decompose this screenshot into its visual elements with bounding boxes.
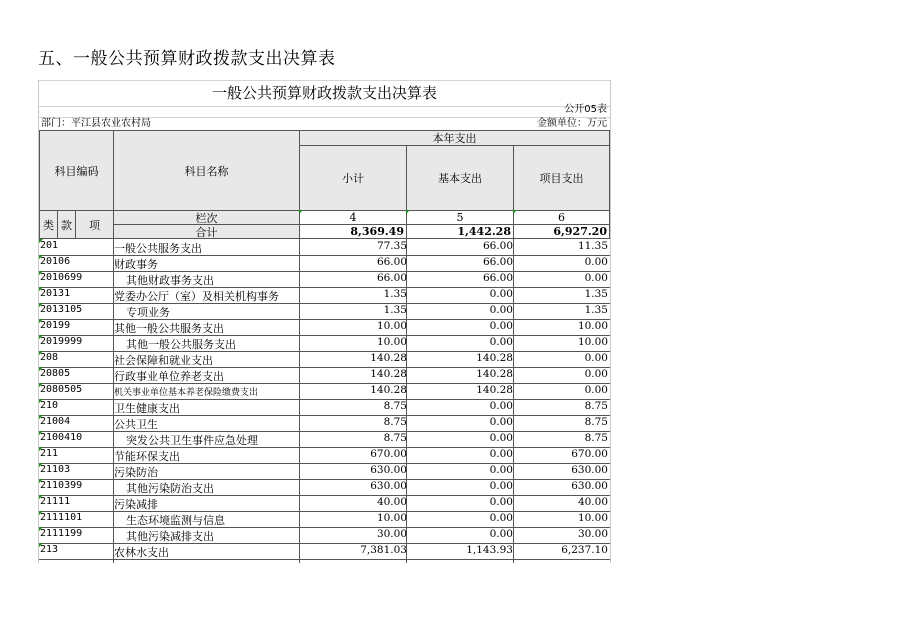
row-subtotal: 10.00: [376, 512, 407, 524]
total-basic: 1,442.28: [406, 224, 514, 239]
row-code: 2080505: [40, 384, 83, 395]
row-basic: 0.00: [489, 528, 513, 540]
row-project: 8.75: [584, 400, 608, 412]
row-code: 21111: [40, 496, 71, 507]
row-code: 20199: [40, 320, 71, 331]
row-subtotal: 670.00: [370, 448, 407, 460]
table-row: [39, 335, 610, 352]
row-basic: 0.00: [489, 400, 513, 412]
row-project: 630.00: [571, 480, 608, 492]
row-name: 一般公共服务支出: [114, 242, 202, 255]
row-basic: 66.00: [482, 272, 513, 284]
header-subtotal: 小计: [299, 145, 407, 211]
table-row: [39, 255, 610, 272]
row-code: 21004: [40, 416, 71, 427]
row-name: 机关事业单位基本养老保险缴费支出: [114, 388, 259, 398]
row-project: 30.00: [577, 528, 608, 540]
total-project: 6,927.20: [513, 224, 610, 239]
row-name: 其他一般公共服务支出: [126, 338, 236, 351]
row-name: 污染减排: [114, 498, 158, 511]
row-basic: 0.00: [489, 496, 513, 508]
col-number-6: 6: [513, 210, 610, 225]
table-row: [39, 351, 610, 368]
header-kuan: 款: [57, 210, 76, 239]
table-row: [39, 511, 610, 528]
table-row: [39, 527, 610, 544]
row-name: 党委办公厅（室）及相关机构事务: [114, 290, 279, 303]
table-row: [39, 447, 610, 464]
row-project: 6,237.10: [561, 544, 608, 556]
form-number: 公开05表: [564, 104, 607, 115]
row-code: 2013105: [40, 304, 83, 315]
row-name: 专项业务: [126, 306, 170, 319]
table-row: [39, 287, 610, 304]
row-subtotal: 8.75: [383, 432, 407, 444]
row-code: 2019999: [40, 336, 83, 347]
row-subtotal: 140.28: [370, 368, 407, 380]
row-project: 1.35: [584, 304, 608, 316]
header-project: 项目支出: [513, 145, 610, 211]
header-lanci: 栏次: [113, 210, 300, 225]
row-name: 卫生健康支出: [114, 402, 180, 415]
row-name: 节能环保支出: [114, 450, 180, 463]
row-name: 农林水支出: [114, 546, 169, 559]
row-subtotal: 7,381.03: [360, 544, 407, 556]
row-name: 其他财政事务支出: [126, 274, 214, 287]
row-project: 0.00: [584, 384, 608, 396]
total-subtotal: 8,369.49: [299, 224, 407, 239]
row-subtotal: 630.00: [370, 480, 407, 492]
department-label: 部门：平江县农业农村局: [41, 118, 151, 129]
row-code: 211: [40, 448, 59, 459]
row-code: 2010699: [40, 272, 83, 283]
row-subtotal: 10.00: [376, 320, 407, 332]
col-number-4: 4: [299, 210, 407, 225]
row-basic: 0.00: [489, 288, 513, 300]
row-name: 污染防治: [114, 466, 158, 479]
row-name: 行政事业单位养老支出: [114, 370, 224, 383]
row-basic: 140.28: [476, 352, 513, 364]
row-project: 0.00: [584, 256, 608, 268]
row-project: 10.00: [577, 320, 608, 332]
row-basic: 0.00: [489, 432, 513, 444]
row-name: 生态环境监测与信息: [126, 514, 225, 527]
row-project: 0.00: [584, 352, 608, 364]
row-basic: 0.00: [489, 320, 513, 332]
row-project: 40.00: [577, 496, 608, 508]
row-project: 0.00: [584, 272, 608, 284]
row-subtotal: 66.00: [376, 256, 407, 268]
row-code: 21103: [40, 464, 71, 475]
row-name: 突发公共卫生事件应急处理: [126, 434, 258, 447]
row-basic: 0.00: [489, 464, 513, 476]
row-basic: 66.00: [482, 256, 513, 268]
row-basic: 0.00: [489, 336, 513, 348]
row-subtotal: 8.75: [383, 416, 407, 428]
row-project: 10.00: [577, 512, 608, 524]
header-code: 科目编码: [39, 130, 114, 211]
expenditure-table: [38, 80, 611, 563]
row-subtotal: 77.35: [376, 240, 407, 252]
table-row: [39, 479, 610, 496]
row-code: 20805: [40, 368, 71, 379]
row-code: 2100410: [40, 432, 83, 443]
row-name: 其他一般公共服务支出: [114, 322, 224, 335]
table-row: [39, 239, 610, 256]
row-project: 10.00: [577, 336, 608, 348]
row-name: 社会保障和就业支出: [114, 354, 213, 367]
table-title: 一般公共预算财政拨款支出决算表: [211, 84, 437, 102]
row-basic: 66.00: [482, 240, 513, 252]
row-project: 670.00: [571, 448, 608, 460]
header-basic: 基本支出: [406, 145, 514, 211]
header-name: 科目名称: [113, 130, 300, 211]
row-subtotal: 8.75: [383, 400, 407, 412]
table-row: [39, 303, 610, 320]
row-name: 公共卫生: [114, 418, 158, 431]
row-code: 2111199: [40, 528, 83, 539]
row-name: 财政事务: [114, 258, 158, 271]
unit-label: 金额单位：万元: [537, 118, 607, 129]
row-basic: 140.28: [476, 384, 513, 396]
header-current-year: 本年支出: [299, 130, 610, 146]
row-project: 0.00: [584, 368, 608, 380]
table-row: [39, 319, 610, 336]
table-row: [39, 543, 610, 560]
row-subtotal: 630.00: [370, 464, 407, 476]
row-basic: 0.00: [489, 480, 513, 492]
row-project: 1.35: [584, 288, 608, 300]
row-basic: 140.28: [476, 368, 513, 380]
table-row: [39, 495, 610, 512]
row-code: 201: [40, 240, 59, 251]
page-heading: 五、一般公共预算财政拨款支出决算表: [38, 49, 336, 69]
row-subtotal: 140.28: [370, 352, 407, 364]
row-basic: 0.00: [489, 448, 513, 460]
row-subtotal: 66.00: [376, 272, 407, 284]
row-name: 其他污染防治支出: [126, 482, 214, 495]
row-subtotal: 10.00: [376, 336, 407, 348]
table-row: [39, 431, 610, 448]
table-row: [39, 367, 610, 384]
table-row: [39, 399, 610, 416]
row-basic: 0.00: [489, 512, 513, 524]
row-subtotal: 40.00: [376, 496, 407, 508]
col-number-5: 5: [406, 210, 514, 225]
row-subtotal: 1.35: [383, 304, 407, 316]
row-code: 2111101: [40, 512, 83, 523]
row-basic: 0.00: [489, 304, 513, 316]
row-project: 8.75: [584, 432, 608, 444]
table-row: [39, 271, 610, 288]
header-lei: 类: [39, 210, 58, 239]
row-code: 20131: [40, 288, 71, 299]
header-heji: 合计: [113, 224, 300, 239]
header-xiang: 项: [75, 210, 114, 239]
row-subtotal: 1.35: [383, 288, 407, 300]
table-row: [39, 383, 610, 400]
table-row: [39, 415, 610, 432]
row-basic: 0.00: [489, 416, 513, 428]
row-code: 208: [40, 352, 59, 363]
row-project: 8.75: [584, 416, 608, 428]
row-subtotal: 140.28: [370, 384, 407, 396]
row-subtotal: 30.00: [376, 528, 407, 540]
row-code: 210: [40, 400, 59, 411]
row-project: 630.00: [571, 464, 608, 476]
row-basic: 1,143.93: [466, 544, 513, 556]
row-code: 2110399: [40, 480, 83, 491]
row-project: 11.35: [577, 240, 608, 252]
row-code: 213: [40, 544, 59, 555]
table-row: [39, 463, 610, 480]
row-code: 20106: [40, 256, 71, 267]
row-name: 其他污染减排支出: [126, 530, 214, 543]
